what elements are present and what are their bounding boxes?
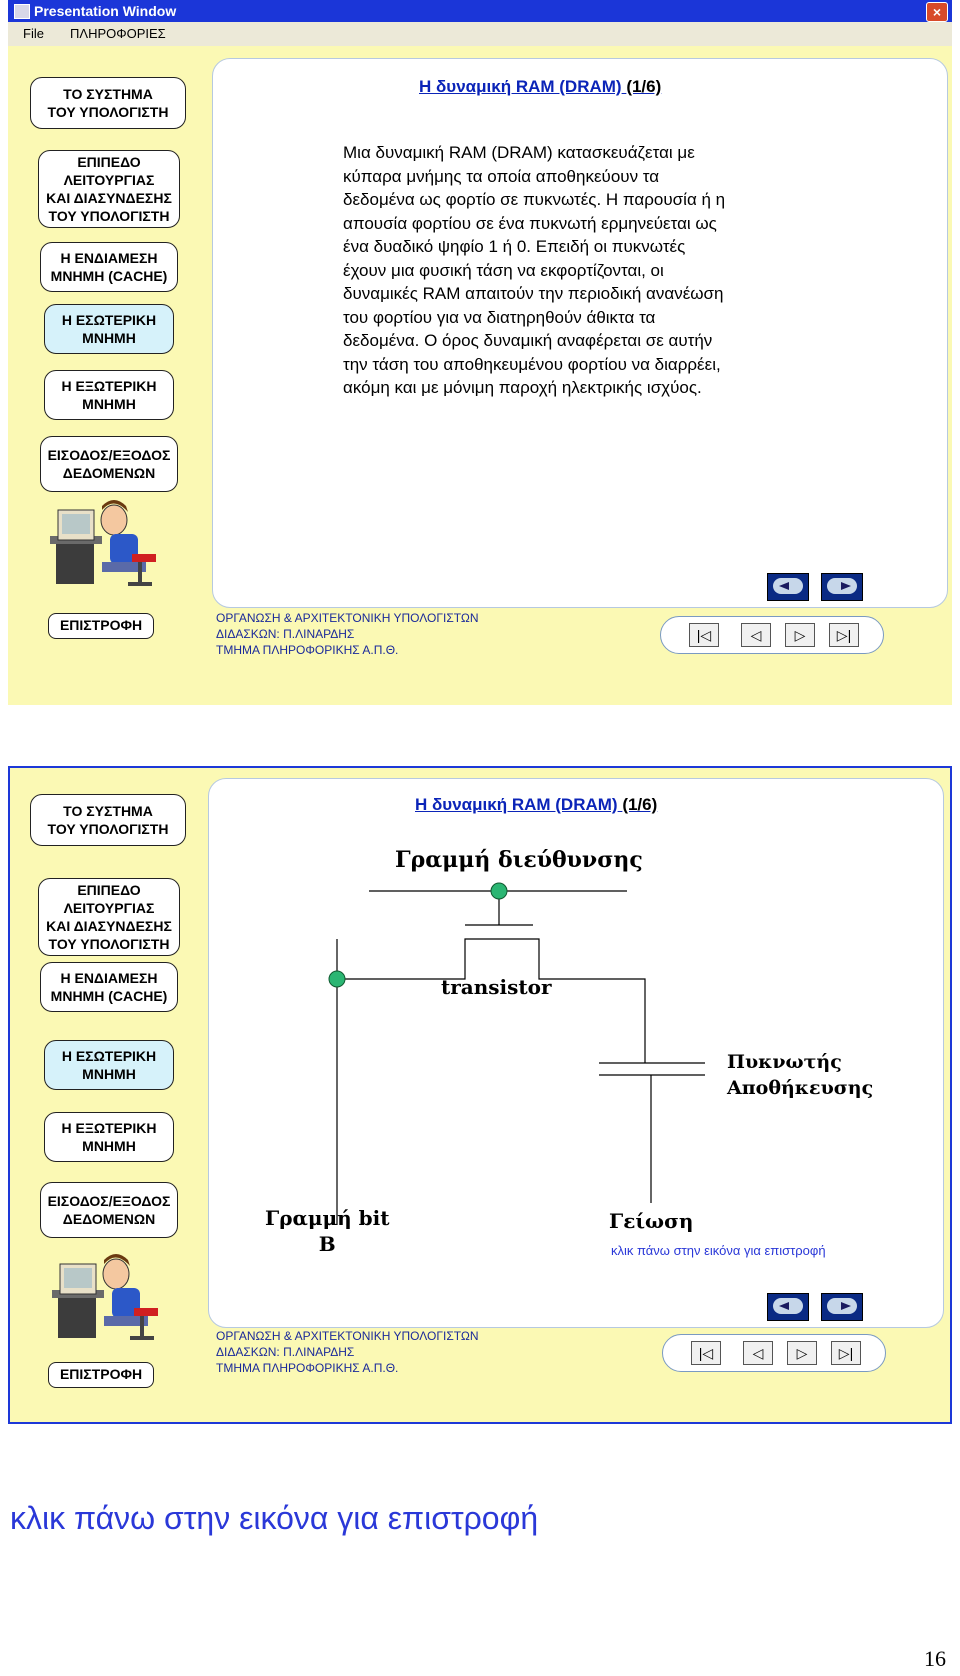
address-line-label: Γραμμή διεύθυνσης [395, 847, 643, 873]
playback-controls [660, 616, 884, 654]
menu-bar [8, 22, 952, 46]
close-button[interactable]: × [926, 2, 948, 22]
slide-title-text[interactable]: Η δυναμική RAM (DRAM) [415, 795, 618, 814]
capacitor-label: Πυκνωτής Αποθήκευσης [727, 1051, 874, 1099]
nav-cache[interactable]: Η ΕΝΔΙΑΜΕΣΗ ΜΝΗΜΗ (CACHE) [40, 242, 178, 292]
next-button[interactable]: ▷ [785, 623, 815, 647]
slide-frame-2 [10, 768, 950, 1422]
nav-io[interactable]: ΕΙΣΟΔΟΣ/ΕΞΟΔΟΣ ΔΕΔΟΜΕΝΩΝ [40, 436, 178, 492]
content-panel [208, 778, 944, 1328]
next-slide-button[interactable] [821, 1293, 863, 1321]
first-slide-button[interactable]: |◁ [689, 623, 719, 647]
transistor-channel [337, 939, 645, 1063]
content-panel [212, 58, 948, 608]
transistor-label: transistor [441, 975, 552, 999]
nav-system[interactable]: ΤΟ ΣΥΣΤΗΜΑ ΤΟΥ ΥΠΟΛΟΓΙΣΤΗ [30, 794, 186, 846]
slide-title-text[interactable]: Η δυναμική RAM (DRAM) [419, 77, 622, 96]
presentation-window-2 [8, 766, 952, 1424]
window-title: Presentation Window [34, 3, 177, 19]
page-number: 16 [924, 1646, 946, 1671]
page-click-back-caption[interactable]: κλικ πάνω στην εικόνα για επιστροφή [10, 1500, 539, 1536]
menu-info[interactable]: ΠΛΗΡΟΦΟΡΙΕΣ [70, 26, 166, 41]
first-slide-button[interactable]: |◁ [691, 1341, 721, 1365]
next-slide-button[interactable] [821, 573, 863, 601]
prev-button[interactable]: ◁ [741, 623, 771, 647]
presentation-window-1 [8, 0, 952, 705]
student-at-computer-icon [50, 1246, 170, 1346]
student-at-computer-icon [48, 492, 168, 592]
bit-line-node-icon [329, 971, 345, 987]
prev-slide-button[interactable] [767, 573, 809, 601]
slide-frame [8, 46, 952, 705]
playback-controls [662, 1334, 886, 1372]
next-button[interactable]: ▷ [787, 1341, 817, 1365]
menu-file[interactable]: File [23, 26, 44, 41]
left-arrow-icon [773, 1298, 803, 1314]
back-button[interactable]: ΕΠΙΣΤΡΟΦΗ [48, 1362, 154, 1388]
prev-button[interactable]: ◁ [743, 1341, 773, 1365]
right-arrow-icon [827, 578, 857, 594]
nav-external-memory[interactable]: Η ΕΞΩΤΕΡΙΚΗ ΜΝΗΜΗ [44, 1112, 174, 1162]
app-icon [14, 4, 30, 19]
nav-system[interactable]: ΤΟ ΣΥΣΤΗΜΑ ΤΟΥ ΥΠΟΛΟΓΙΣΤΗ [30, 77, 186, 129]
nav-internal-memory[interactable]: Η ΕΣΩΤΕΡΙΚΗ ΜΝΗΜΗ [44, 1040, 174, 1090]
back-button[interactable]: ΕΠΙΣΤΡΟΦΗ [48, 613, 154, 639]
slide-page: (1/6) [626, 77, 662, 96]
nav-levels[interactable]: ΕΠΙΠΕΔΟ ΛΕΙΤΟΥΡΓΙΑΣ ΚΑΙ ΔΙΑΣΥΝΔΕΣΗΣ ΤΟΥ ΥΠΟΛΟΓΙΣΤΗ [38, 878, 180, 956]
prev-slide-button[interactable] [767, 1293, 809, 1321]
ground-label: Γείωση [609, 1209, 694, 1233]
address-node-icon [491, 883, 507, 899]
bit-line-label: Γραμμή bit B [265, 1206, 390, 1256]
nav-external-memory[interactable]: Η ΕΞΩΤΕΡΙΚΗ ΜΝΗΜΗ [44, 370, 174, 420]
last-slide-button[interactable]: ▷| [829, 623, 859, 647]
nav-levels[interactable]: ΕΠΙΠΕΔΟ ΛΕΙΤΟΥΡΓΙΑΣ ΚΑΙ ΔΙΑΣΥΝΔΕΣΗΣ ΤΟΥ ΥΠΟΛΟΓΙΣΤΗ [38, 150, 180, 228]
slide-page: (1/6) [622, 795, 658, 814]
slide-title [419, 77, 661, 97]
click-back-caption[interactable]: κλικ πάνω στην εικόνα για επιστροφή [611, 1243, 826, 1258]
title-bar [8, 0, 952, 22]
course-footer: ΟΡΓΑΝΩΣΗ & ΑΡΧΙΤΕΚΤΟΝΙΚΗ ΥΠΟΛΟΓΙΣΤΩΝ ΔΙΔΑΣΚΩΝ: Π.ΛΙΝΑΡΔΗΣ ΤΜΗΜΑ ΠΛΗΡΟΦΟΡΙΚΗΣ Α.Π.Θ. [216, 611, 479, 657]
nav-cache[interactable]: Η ΕΝΔΙΑΜΕΣΗ ΜΝΗΜΗ (CACHE) [40, 962, 178, 1012]
nav-internal-memory[interactable]: Η ΕΣΩΤΕΡΙΚΗ ΜΝΗΜΗ [44, 304, 174, 354]
slide-body-text: Μια δυναμική RAM (DRAM) κατασκευάζεται με κύπαρα μνήμης τα οποία αποθηκεύουν τα δεδομένα ως φορτίο σε πυκνωτές. Η παρουσία ή η απουσία φορτίου σε ένα πυκνωτή ερμηνεύεται ως ένα δυαδικό ψηφίο 1 ή 0. Επειδή οι πυκνωτές έχουν μια φυσική τάση να εκφορτίζονται, οι δυναμικές RAM απαιτούν την περιοδική ανανέωση του φορτίου για να διατηρηθούν άθικτα τα δεδομένα. Ο όρος δυναμική αναφέρεται σε αυτήν την τάση του αποθηκευμένου φορτίου να διαρρέει, ακόμη και με μόνιμη παροχή ηλεκτρικής ισχύος. [343, 143, 726, 397]
last-slide-button[interactable]: ▷| [831, 1341, 861, 1365]
nav-io[interactable]: ΕΙΣΟΔΟΣ/ΕΞΟΔΟΣ ΔΕΔΟΜΕΝΩΝ [40, 1182, 178, 1238]
course-footer: ΟΡΓΑΝΩΣΗ & ΑΡΧΙΤΕΚΤΟΝΙΚΗ ΥΠΟΛΟΓΙΣΤΩΝ ΔΙΔΑΣΚΩΝ: Π.ΛΙΝΑΡΔΗΣ ΤΜΗΜΑ ΠΛΗΡΟΦΟΡΙΚΗΣ Α.Π.Θ. [216, 1329, 479, 1375]
left-arrow-icon [773, 578, 803, 594]
right-arrow-icon [827, 1298, 857, 1314]
